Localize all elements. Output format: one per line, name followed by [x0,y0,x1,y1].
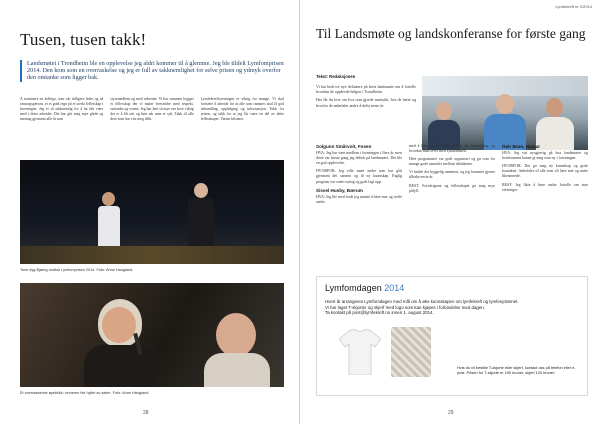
box-title-text: Lymfomdagen [325,283,382,293]
participant-name: Solgunn Smårvoit, Fosen [316,144,372,149]
column-paragraph: HVORFOR: Det ga meg ny kunnskap og gode kontakter. Anbefales til alle som vil lære mer og møte likesinnede. [502,164,588,179]
box-title [325,283,404,293]
participant-name: Sissel Husby, Bærum [316,187,363,193]
article-column [502,144,588,196]
stage-photo [20,160,284,264]
column-paragraph: Vi hadde det hyggelig sammen, og jeg kommer gjerne tilbake neste år. [409,170,495,180]
body-columns [20,97,284,157]
box-footnote: Hvis du vil bestille T-skjorte eller skjerf, kontakt oss på telefon eller e-post. Prisen for T-skjorte er 150 kroner, skjerf 120 kroner. [457,365,576,375]
intro-text [316,84,416,108]
column-paragraph: BEST: Foredragene og fellesskapet ga meg mye påfyll. [409,183,495,193]
body-column: Lymfekreftforeningen er viktig for mange. Vi skal fortsette å arbeide for at alle som rammes skal få god behandling, oppfølging og informasjon. Takk for prisen, og takk for at jeg får være en del av dette fellesskapet. Varme hilsener. [200,97,284,122]
photo-caption: Et overraskende øyeblikk: vinneren ble hyllet av salen. Foto: Anne Haugland. [20,391,150,395]
box-title-year: 2014 [381,283,405,293]
byline: Tekst: Redaksjonen [316,74,356,79]
column-paragraph: HVORFOR: Jeg ville møte andre som har gått gjennom det samme og få ny kunnskap. Faglig program var svært nyttig og godt lagt opp. [316,169,402,184]
portrait-photo [20,283,284,387]
lead-paragraph: Landsmøtet i Trondheim ble en opplevelse jeg aldri kommer til å glemme. Jeg ble tildelt Lymfomprisen 2014. Den kom som en overraskelse og jeg er full av takknemlighet for selve prisen og ydmyk overfor den omtanke som ligger bak. [20,60,284,82]
intro-paragraph: Vi har bedt tre nye deltakere på årets landsmøte om å fortelle hvordan de opplevde helgen i Trondheim. [316,84,416,95]
intro-paragraph: Her får du lese om hva som gjorde inntrykk, hva de lærte og hvorfor de anbefaler andre å delta neste år. [316,97,416,108]
box-paragraph: Vi har laget T-skjorter og skjerf med logo som kan kjøpes i forbindelse med dagen. [325,304,485,310]
column-paragraph: BEST: Jeg likte å høre andre fortelle om sine erfaringer. [502,182,588,192]
page-title: Tusen, tusen takk! [20,30,147,49]
article-column [316,144,402,208]
lymfomdagen-box [316,276,588,396]
column-paragraph: Hele programmet var godt organisert og ga rom for mange gode samtaler mellom deltakerne. [409,157,495,167]
body-column: styremedlem og med sekretær. Vi har sammen bygget et fellesskap der vi møter hverandre med respekt, omtanke og varme. Jeg har lært så mye om hvor viktig det er å bli sett og hørt når man er syk. Takk til alle dere som har vist meg tillit. [110,97,194,122]
photo-caption: Tone dyg Bjørbg mottok Lymfomprisen 2014. Foto: Anne Haugland. [20,268,134,272]
page-number: 28 [143,410,149,416]
scarf-image [391,327,431,377]
running-head-text: Lymfekreft nr 2/2014 [555,4,592,9]
column-paragraph: HVA: Jeg ble med fordi jeg ønsket å lære mer og treffe andre. [316,194,402,204]
box-paragraph: Ta kontakt på post@lymfekreft.no innen 1. august 2014. [325,310,434,316]
column-paragraph: HVA: Jeg var nysgjerrig på hva landsmøtet og konferansen kunne gi meg som ny i foreningen. [502,151,588,161]
t-shirt-image [339,329,381,375]
group-photo [422,76,588,150]
box-paragraph: Hvert år arrangeres Lymfomdagen med mål om å øke kunnskapen om lymfekreft og lymfesystemet. [325,299,519,304]
running-head [555,4,592,9]
page-number: 29 [448,410,454,416]
participant-name: Geir Brun, Hamar [502,144,541,149]
column-paragraph: HVA: Jeg har vært medlem i foreningen i flere år, men dette var første gang jeg deltok på landsmøtet. Det ble en god opplevelse. [316,151,402,166]
article-column [409,144,495,197]
box-body [325,299,575,316]
article-title: Til Landsmøte og landskonferanse for første gang [316,26,586,41]
body-column: Å nominere en kollega, som vår tidligere leder og nå omsorgsperson, er et godt tegn på et sterkt fellesskap i foreningen. Jeg er så takknemlig for å ha fått være med i dette arbeidet. Det har gitt meg mye glede og mening gjennom alle år som [20,97,104,122]
column-paragraph: med å lære og få faglig innsikt om behandling, og hvordan man lever med sykdommen. [409,144,495,154]
